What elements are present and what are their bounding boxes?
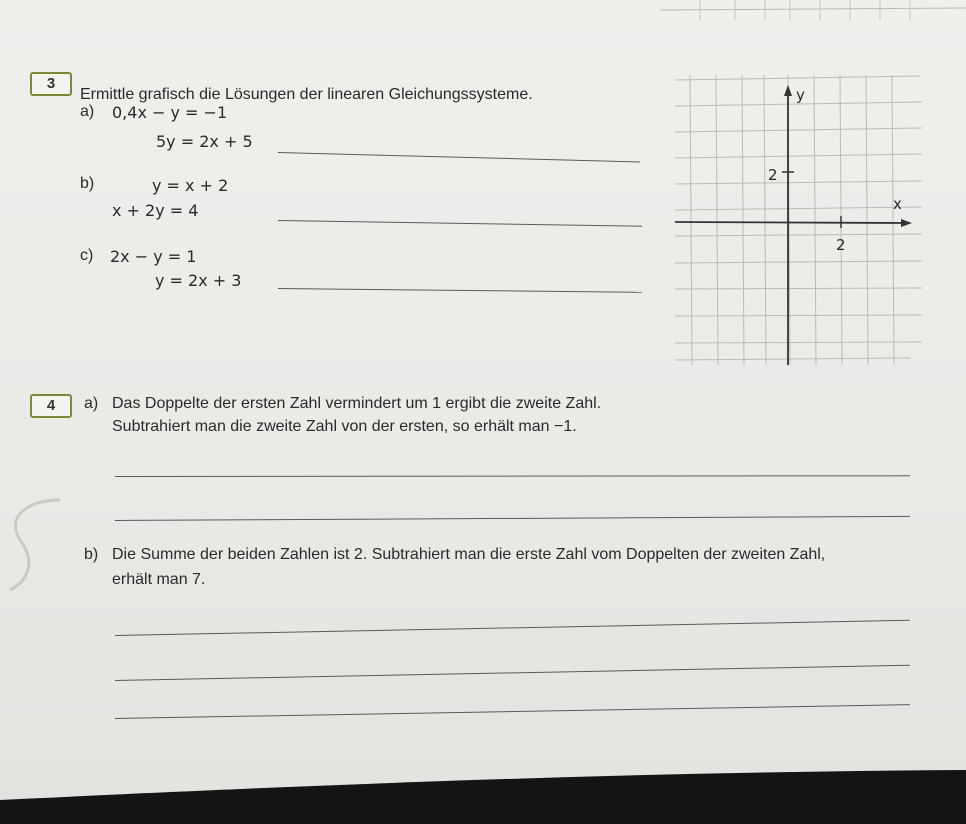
part-b-label: b) — [80, 175, 95, 192]
task-text: Die Summe der beiden Zahlen ist 2. Subtrahiert man die erste Zahl vom Doppelten der zweiten Zahl, — [112, 546, 826, 563]
equation-b2: x + 2y = 4 — [112, 201, 199, 220]
task-text: Subtrahiert man die zweite Zahl von der ersten, so erhält man −1. — [112, 418, 577, 435]
x-axis — [675, 222, 905, 223]
coordinate-grid[interactable] — [660, 60, 925, 380]
y-axis-label: y — [796, 86, 805, 104]
equation-b1: y = x + 2 — [152, 176, 229, 195]
task-number-badge: 4 — [30, 394, 72, 418]
page-bottom-shadow — [0, 770, 966, 824]
x-axis-arrow — [901, 219, 912, 227]
y-tick-label: 2 — [768, 166, 778, 184]
x-axis-label: x — [893, 195, 902, 213]
equation-a1: 0,4x − y = −1 — [112, 103, 228, 122]
task-instruction: Ermittle grafisch die Lösungen der linearen Gleichungssysteme. — [80, 86, 533, 103]
equation-a2: 5y = 2x + 5 — [156, 132, 253, 151]
task-text: Das Doppelte der ersten Zahl vermindert um 1 ergibt die zweite Zahl. — [112, 395, 602, 412]
x-tick-label: 2 — [836, 236, 846, 254]
pencil-marks — [0, 480, 80, 600]
part-a-label: a) — [80, 103, 95, 120]
task-number-badge: 3 — [30, 72, 72, 96]
y-axis-arrow — [784, 85, 792, 96]
top-grid-remnant — [640, 0, 966, 25]
equation-c2: y = 2x + 3 — [155, 271, 242, 290]
part-c-label: c) — [80, 247, 94, 264]
equation-c1: 2x − y = 1 — [110, 247, 197, 266]
part-b-label: b) — [84, 546, 99, 563]
part-a-label: a) — [84, 395, 99, 412]
task-text: erhält man 7. — [112, 571, 206, 588]
